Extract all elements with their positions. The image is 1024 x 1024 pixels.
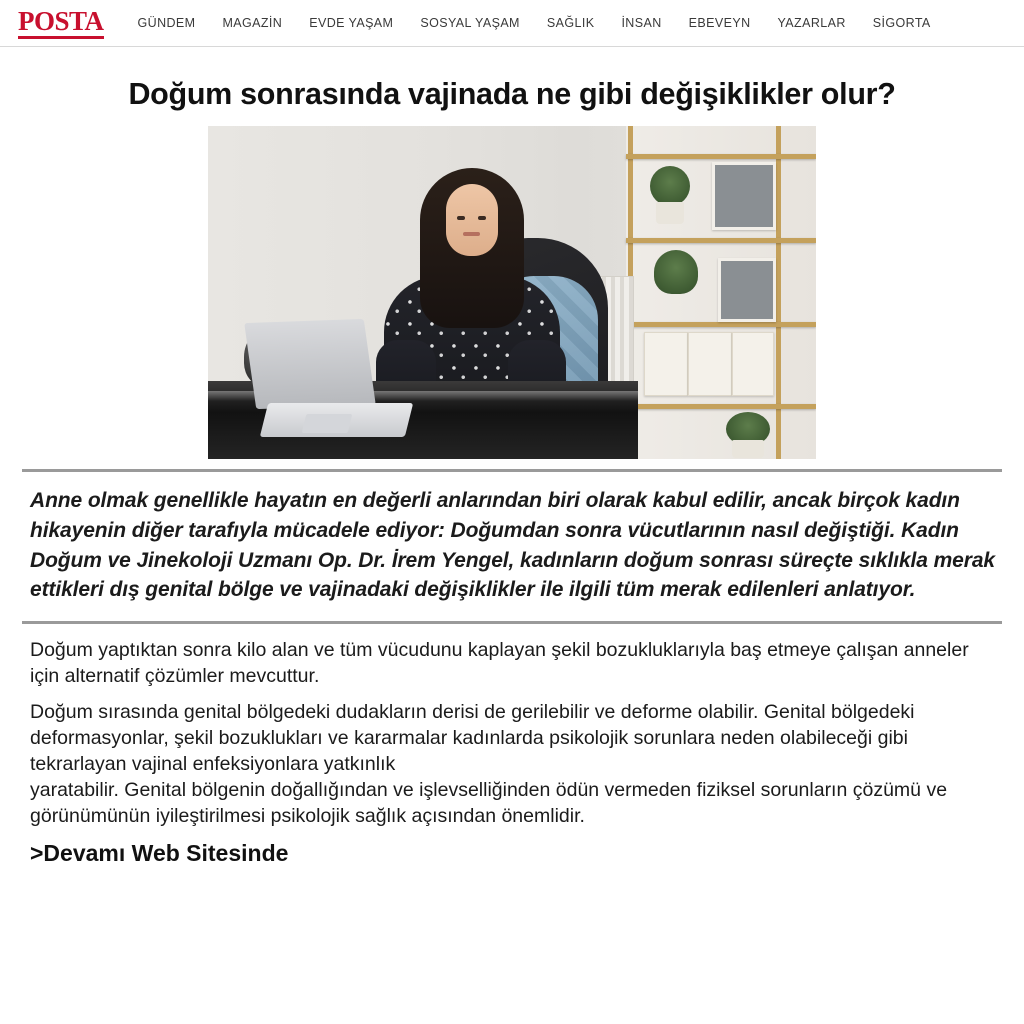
nav-item-evde-yasam[interactable]: EVDE YAŞAM (309, 16, 394, 30)
divider-bottom (22, 621, 1002, 624)
nav-item-insan[interactable]: İNSAN (621, 16, 662, 30)
article-lede: Anne olmak genellikle hayatın en değerli anlarından biri olarak kabul edilir, ancak birçok kadın hikayenin diğer tarafıyla mücadele ediyor: Doğumdan sonra vücutlarının nasıl değiştiği. Kadın Doğum ve Jinekoloji Uzmanı Op. Dr. İrem Yengel, kadınların doğum sonrası süreçte sıklıkla merak ettikleri dış genital bölge ve vajinadaki değişiklikler ile ilgili tüm merak edilenleri anlatıyor. (30, 489, 995, 602)
nav-item-ebeveyn[interactable]: EBEVEYN (688, 16, 751, 30)
article-photo (208, 126, 816, 459)
article-image-container (22, 126, 1002, 459)
article-paragraph-2: Doğum sırasında genital bölgedeki dudakların derisi de gerilebilir ve deforme olabilir. Genital bölgedeki deformasyonlar, şekil bozuklukları ve kararmalar kadınlarda psikolojik sorunlara neden olabileceği gibi tekrarlayan vajinal enfeksiyonlara yatkınlık (30, 701, 915, 775)
page-title: Doğum sonrasında vajinada ne gibi değişiklikler olur? (128, 77, 896, 111)
read-more-link[interactable]: >Devamı Web Sitesinde (30, 839, 289, 866)
nav-item-sigorta[interactable]: SİGORTA (872, 16, 931, 30)
nav-item-saglik[interactable]: SAĞLIK (546, 16, 595, 30)
photo-person-face (446, 184, 498, 256)
site-logo[interactable]: POSTA (18, 8, 104, 39)
photo-laptop-screen (244, 319, 376, 409)
article-paragraph-1: Doğum yaptıktan sonra kilo alan ve tüm vücudunu kaplayan şekil bozukluklarıyla baş etmeye çalışan anneler için alternatif çözümler mevcuttur. (30, 639, 969, 688)
nav-item-magazin[interactable]: MAGAZİN (222, 16, 283, 30)
article (0, 77, 1024, 867)
photo-person-mouth (463, 232, 480, 236)
photo-laptop-trackpad (302, 414, 353, 433)
article-paragraph-3: yaratabilir. Genital bölgenin doğallığından ve işlevselliğinden ödün vermeden fiziksel sorunların çözümü ve görünümünün iyileştirilmesi psikolojik sağlık açısından önemlidir. (30, 778, 948, 827)
nav-item-sosyal-yasam[interactable]: SOSYAL YAŞAM (420, 16, 520, 30)
main-navigation (138, 16, 1016, 30)
article-body (22, 638, 1002, 829)
nav-item-yazarlar[interactable]: YAZARLAR (777, 16, 846, 30)
photo-shelf-unit (626, 126, 816, 459)
nav-item-gundem[interactable]: GÜNDEM (137, 16, 196, 30)
site-header (0, 0, 1024, 47)
